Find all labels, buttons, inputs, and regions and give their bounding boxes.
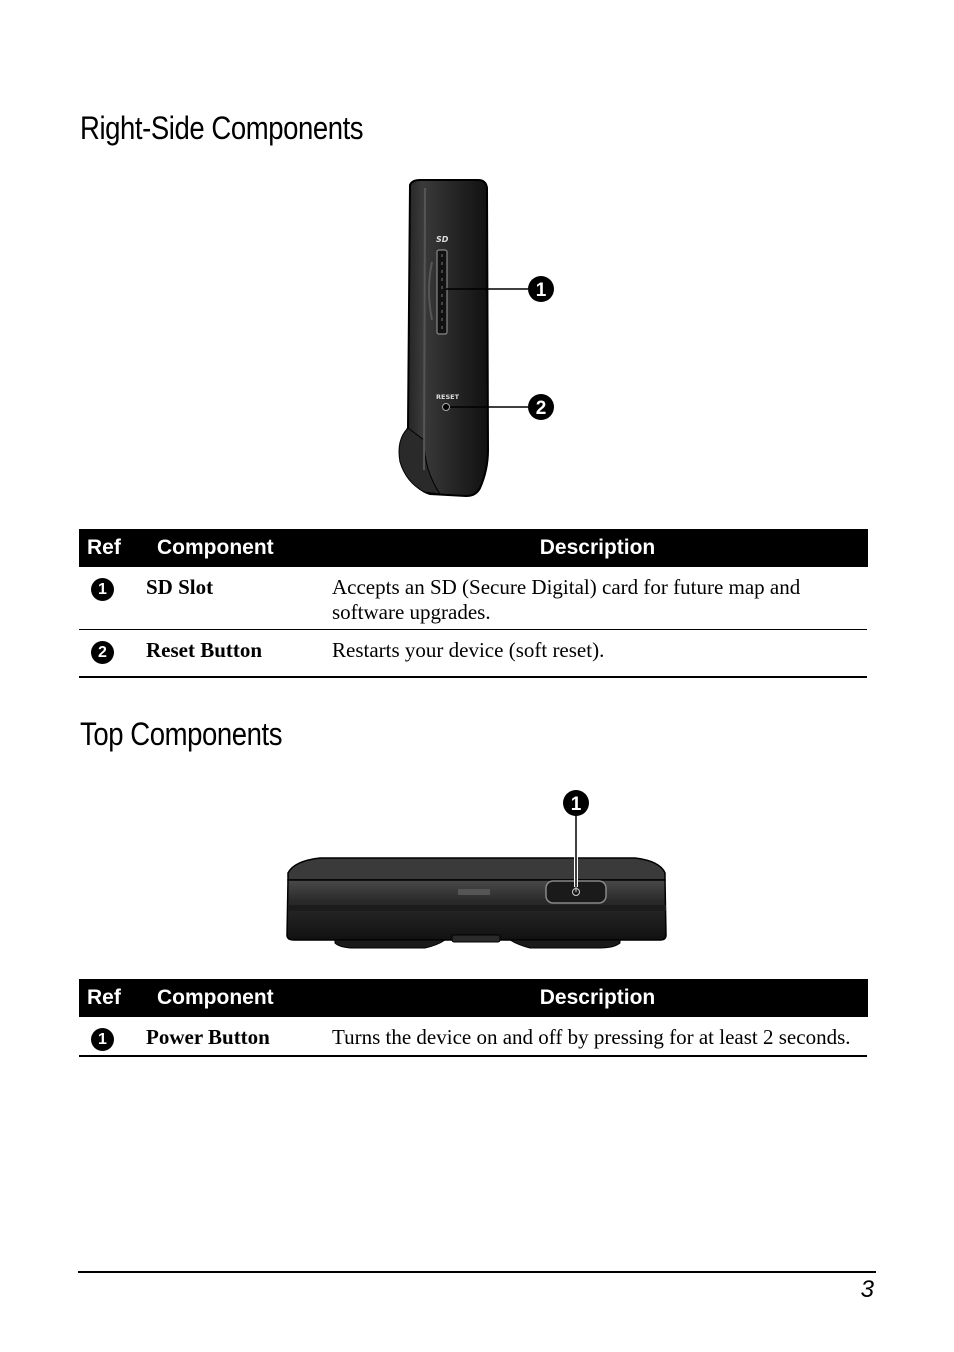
component-description: Accepts an SD (Secure Digital) card for future map and software upgrades.	[328, 567, 867, 630]
table-header-row	[79, 979, 867, 1017]
header-description: Description	[328, 979, 867, 1017]
component-name: Reset Button	[138, 630, 328, 678]
table-header-row	[79, 529, 867, 567]
right-side-components-table	[79, 529, 868, 678]
component-name: Power Button	[138, 1017, 328, 1056]
ref-badge: 2	[91, 641, 114, 664]
table-row	[79, 567, 867, 630]
table-row	[79, 1017, 867, 1056]
component-description: Turns the device on and off by pressing for at least 2 seconds.	[328, 1017, 867, 1056]
header-ref: Ref	[79, 529, 138, 567]
table-row	[79, 630, 867, 678]
section-title-right-side: Right-Side Components	[80, 110, 364, 146]
callout-1-label: 1	[570, 794, 582, 815]
callout-2-label: 2	[535, 398, 547, 419]
ref-badge: 1	[91, 578, 114, 601]
section-title-top: Top Components	[80, 716, 283, 752]
header-component: Component	[138, 979, 328, 1017]
callout-1-label: 1	[535, 280, 547, 301]
reset-hole-graphic	[443, 404, 450, 411]
header-component: Component	[138, 529, 328, 567]
component-name: SD Slot	[138, 567, 328, 630]
component-description: Restarts your device (soft reset).	[328, 630, 867, 678]
page-number: 3	[860, 1276, 874, 1303]
reset-label: RESET	[436, 393, 460, 401]
top-components-table	[79, 979, 868, 1057]
header-ref: Ref	[79, 979, 138, 1017]
sd-logo-label: SD	[436, 235, 449, 244]
ref-badge: 1	[91, 1028, 114, 1051]
footer-divider	[78, 1271, 876, 1273]
device-top-illustration	[280, 785, 680, 955]
device-right-side-illustration	[380, 170, 580, 505]
header-description: Description	[328, 529, 867, 567]
